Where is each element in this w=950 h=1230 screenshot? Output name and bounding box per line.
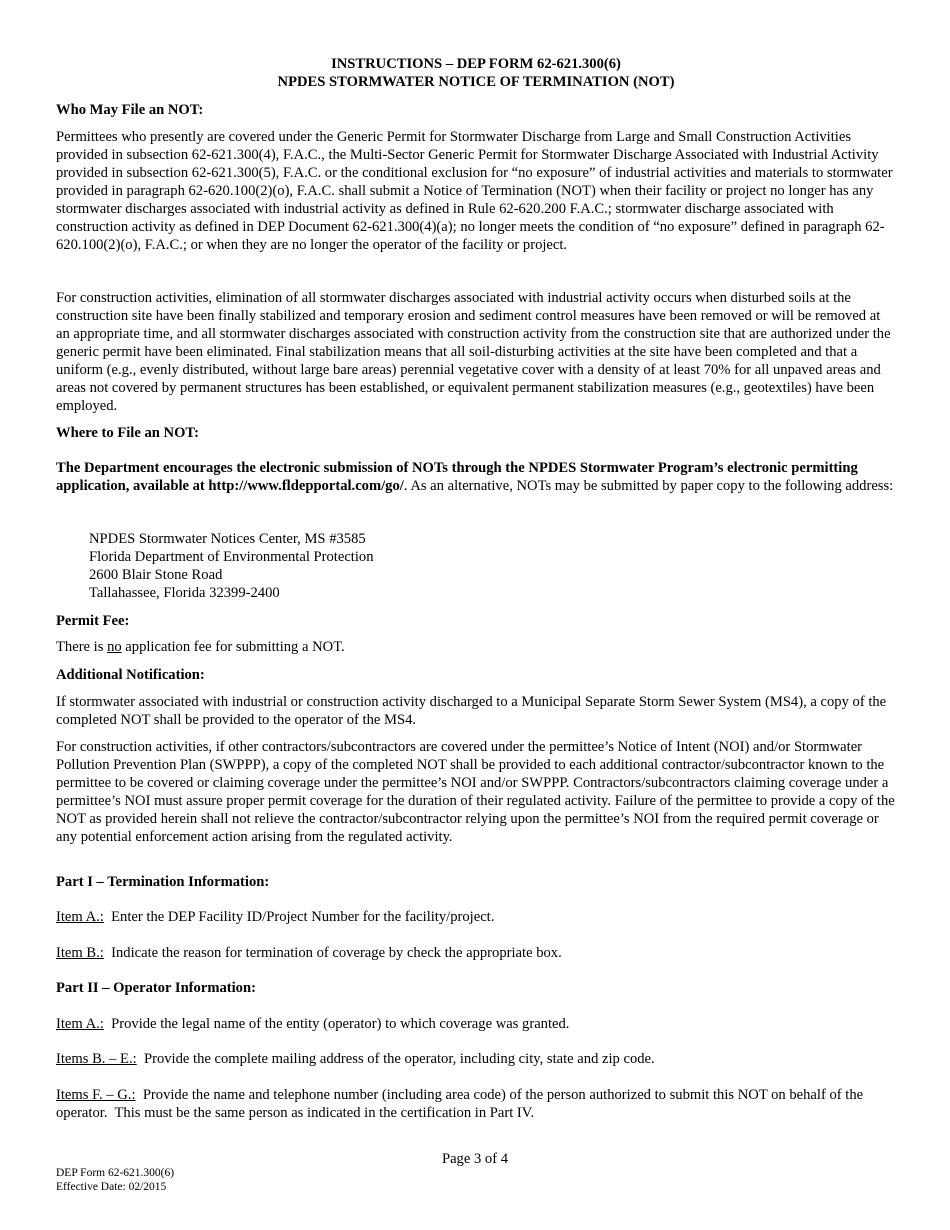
page-number: Page 3 of 4 [441,1151,509,1167]
part2-items-f-g [56,1086,896,1122]
part2-items-f-g-label: Items F. – G.: [56,1087,136,1103]
address-line: Florida Department of Environmental Protection [89,549,374,565]
additional-heading: Additional Notification: [56,667,205,683]
part2-items-b-e [56,1050,896,1068]
form-number: DEP Form 62-621.300(6) [56,1167,175,1179]
address-line: NPDES Stormwater Notices Center, MS #3585 [89,531,366,547]
effective-date: Effective Date: 02/2015 [56,1181,167,1193]
part1-item-b-label: Item B.: [56,945,104,961]
part1-heading: Part I – Termination Information: [56,874,270,890]
where-heading: Where to File an NOT: [56,425,199,441]
part1-item-a-label: Item A.: [56,909,104,925]
part2-item-a-text: Provide the legal name of the entity (operator) to which coverage was granted. [103,1016,570,1032]
address-line: Tallahassee, Florida 32399-2400 [89,585,280,601]
who-paragraph-2: For construction activities, elimination of all stormwater discharges associated with industrial activity occurs when disturbed soils at the construction site have been finally stabilized and temporary erosion and sediment control measures have been removed or will be removed at an appropriate time, and all stormwater discharges associated with construction activity from the construction site that are authorized under the generic permit have been eliminated. Final stabilization means that all soil-disturbing activities at the site have been completed and that a uniform (e.g., evenly distributed, without large bare areas) perennial vegetative cover with a density of at least 70% for all unpaved areas and areas not covered by permanent structures has been established, or equivalent permanent stabilization measures (e.g., geotextiles) have been employed. [56,290,891,414]
part1-item-a-text: Enter the DEP Facility ID/Project Number for the facility/project. [103,909,495,925]
part1-item-b-text: Indicate the reason for termination of coverage by check the appropriate box. [103,945,562,961]
title-line-1: INSTRUCTIONS – DEP FORM 62-621.300(6) [331,56,621,72]
additional-paragraph-2: For construction activities, if other contractors/subcontractors are covered under the permittee’s Notice of Intent (NOI) and/or Stormwater Pollution Prevention Plan (SWPPP), a copy of the completed NOT shall be provided to each additional contractor/subcontractor known to the permittee to be covered or claiming coverage under the permittee’s NOI and/or SWPPP. Contractors/subcontractors claiming coverage under a permittee’s NOI must assure proper permit coverage for the duration of their regulated activity. Failure of the permittee to provide a copy of the NOT as provided herein shall not relieve the contractor/subcontractor relying upon the permittee’s NOI from the required permit coverage or any potential enforcement action arising from the regulated activity. [56,739,895,845]
part2-items-b-e-label: Items B. – E.: [56,1051,137,1067]
part1-item-a [56,908,896,926]
fee-paragraph [56,638,896,656]
where-bold-text: The Department encourages the electronic submission of NOTs through the NPDES Stormwater Program’s electronic permitting application, available at http://www.fldepportal.com/go/ [56,460,858,494]
part2-items-b-e-text: Provide the complete mailing address of the operator, including city, state and zip code. [136,1051,655,1067]
fee-text-post: application fee for submitting a NOT. [121,639,345,655]
fee-underlined-no: no [107,639,122,655]
address-line: 2600 Blair Stone Road [89,567,223,583]
fee-text-pre: There is [56,639,108,655]
who-heading: Who May File an NOT: [56,102,204,118]
part2-items-f-g-text: Provide the name and telephone number (including area code) of the person authorized to submit this NOT on behalf of the operator. This must be the same person as indicated in the certification in Part IV. [56,1087,867,1121]
title-line-2: NPDES STORMWATER NOTICE OF TERMINATION (NOT) [277,74,675,90]
part1-item-b [56,944,896,962]
mailing-address [89,530,589,602]
document-title [56,55,896,91]
part2-item-a-label: Item A.: [56,1016,104,1032]
part2-item-a [56,1015,896,1033]
part2-heading: Part II – Operator Information: [56,980,256,996]
who-paragraph-1: Permittees who presently are covered under the Generic Permit for Stormwater Discharge from Large and Small Construction Activities provided in subsection 62-621.300(4), F.A.C., the Multi-Sector Generic Permit for Stormwater Discharge Associated with Industrial Activity provided in subsection 62-621.300(5), F.A.C. or the conditional exclusion for “no exposure” of industrial activities and materials to stormwater provided in paragraph 62-620.100(2)(o), F.A.C. shall submit a Notice of Termination (NOT) when their facility or project no longer has any stormwater discharges associated with industrial activity as defined in Rule 62-620.200 F.A.C.; stormwater discharge associated with construction activity as defined in DEP Document 62-621.300(4)(a); no longer meets the condition of “no exposure” defined in paragraph 62-620.100(2)(o), F.A.C.; or when they are no longer the operator of the facility or project. [56,129,893,253]
form-footer [56,1166,174,1194]
where-paragraph [56,459,896,495]
fee-heading: Permit Fee: [56,613,130,629]
additional-paragraph-1: If stormwater associated with industrial or construction activity discharged to a Municipal Separate Storm Sewer System (MS4), a copy of the completed NOT shall be provided to the operator of the MS4. [56,694,887,728]
where-rest-text: . As an alternative, NOTs may be submitted by paper copy to the following address: [403,478,894,494]
